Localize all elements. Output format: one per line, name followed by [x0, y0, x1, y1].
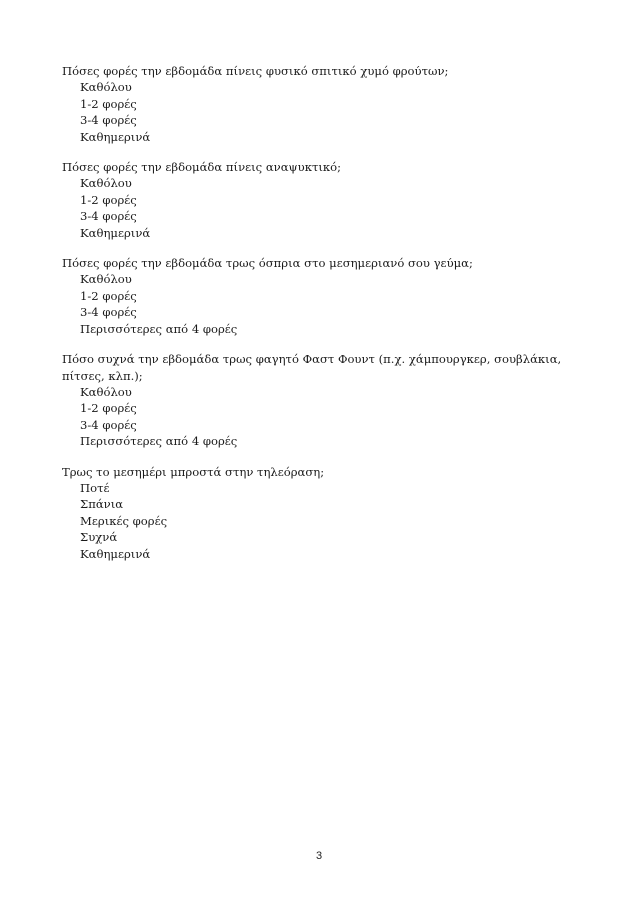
- question-block: [62, 464, 562, 562]
- page-number: 3: [315, 850, 323, 862]
- option-item: 3-4 φορές: [80, 305, 137, 320]
- option-item: 1-2 φορές: [80, 288, 137, 303]
- questionnaire: [62, 63, 562, 576]
- question-text: Πόσες φορές την εβδομάδα πίνεις αναψυκτικό;: [62, 160, 342, 175]
- question-block: [62, 159, 562, 241]
- question-text: Πόσες φορές την εβδομάδα τρως όσπρια στο μεσημεριανό σου γεύμα;: [62, 256, 473, 271]
- question-text: Τρως το μεσημέρι μπροστά στην τηλεόραση;: [62, 464, 325, 479]
- option-item: 3-4 φορές: [80, 113, 137, 128]
- option-item: 3-4 φορές: [80, 417, 137, 432]
- option-item: Καθημερινά: [80, 225, 151, 240]
- option-item: Περισσότερες από 4 φορές: [80, 321, 238, 336]
- question-block: [62, 63, 562, 145]
- option-item: Περισσότερες από 4 φορές: [80, 434, 238, 449]
- option-item: 1-2 φορές: [80, 192, 137, 207]
- option-list: [62, 384, 562, 450]
- option-item: Ποτέ: [80, 480, 110, 495]
- question-text: Πόσες φορές την εβδομάδα πίνεις φυσικό σπιτικό χυμό φρούτων;: [62, 64, 449, 78]
- option-item: Καθημερινά: [80, 129, 151, 144]
- question-block: [62, 255, 562, 337]
- question-text: Πόσο συχνά την εβδομάδα τρως φαγητό Φαστ Φουντ (π.χ. χάμπουργκερ, σουβλάκια, πίτσες, κλπ.);: [62, 352, 562, 383]
- option-list: [62, 480, 562, 562]
- option-item: 1-2 φορές: [80, 401, 137, 416]
- option-item: 3-4 φορές: [80, 209, 137, 224]
- option-item: Συχνά: [80, 530, 118, 545]
- option-item: Καθόλου: [80, 80, 132, 95]
- option-item: Καθόλου: [80, 272, 132, 287]
- option-list: [62, 79, 562, 145]
- option-item: Μερικές φορές: [80, 513, 168, 528]
- option-item: Καθημερινά: [80, 546, 151, 561]
- option-item: Καθόλου: [80, 384, 132, 399]
- option-item: Καθόλου: [80, 176, 132, 191]
- option-item: 1-2 φορές: [80, 96, 137, 111]
- option-list: [62, 271, 562, 337]
- option-list: [62, 175, 562, 241]
- option-item: Σπάνια: [80, 497, 124, 512]
- question-block: [62, 351, 562, 449]
